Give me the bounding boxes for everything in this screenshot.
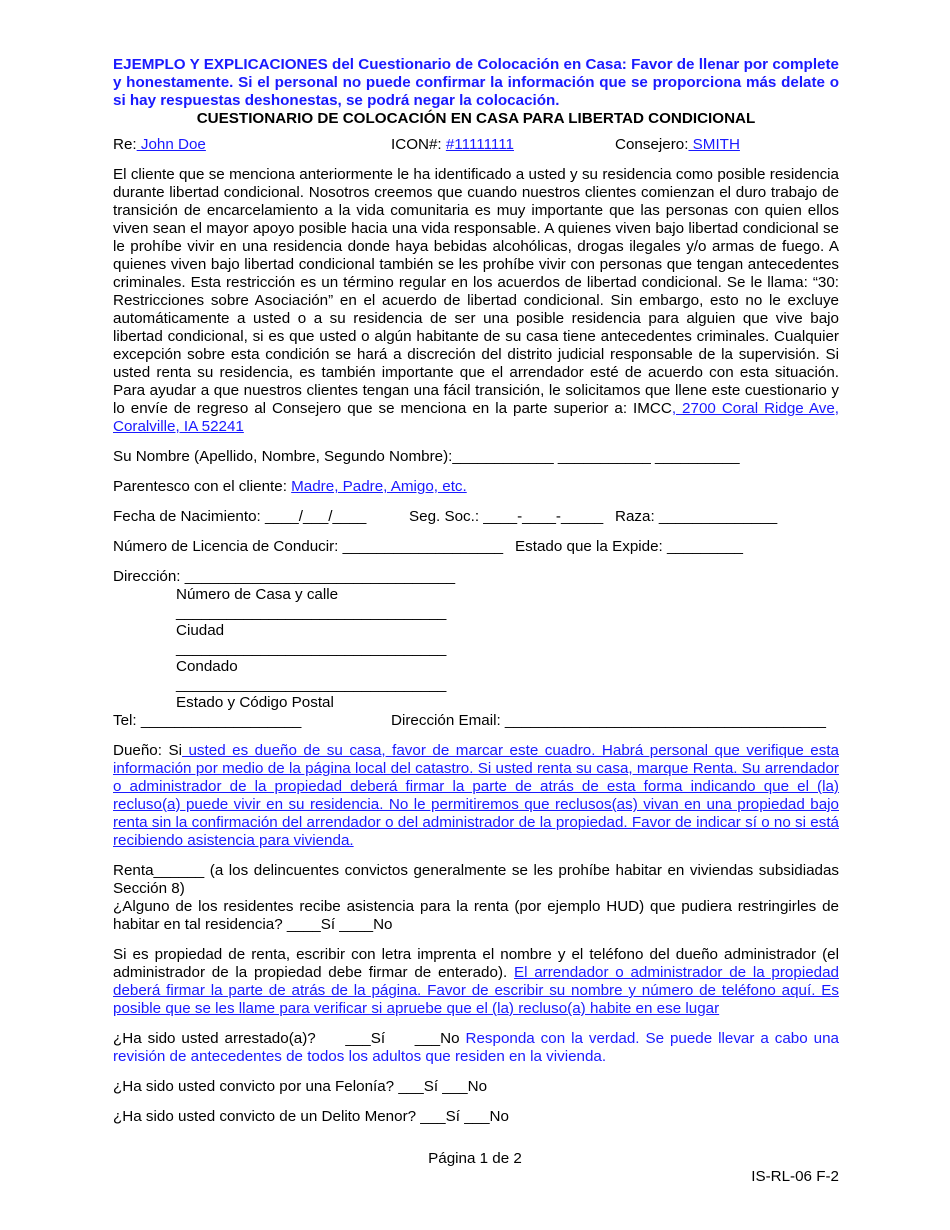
re-field — [113, 136, 206, 154]
form-code: IS-RL-06 F-2 — [751, 1168, 839, 1185]
tel-field[interactable]: Tel: ___________________ — [113, 712, 302, 729]
ssn-field[interactable]: Seg. Soc.: ____-____-_____ — [409, 508, 604, 525]
counselor-field — [615, 136, 740, 154]
owner-label: Dueño: Si — [113, 742, 182, 759]
address-county-label: Condado — [176, 658, 238, 675]
landlord-text: Si es propiedad de renta, escribir con letra imprenta el nombre y el teléfono del dueño administrador (el administrador de la propiedad debe firmar de enterado). — [113, 946, 839, 981]
body-text: El cliente que se menciona anteriormente le ha identificado a usted y su residencia como posible residencia durante libertad condicional. Nosotros creemos que cuando nuestros clientes comienzan el duro trabajo de transición de encarcelamiento a la vida comunitaria es muy importante que las personas con quien ellos viven sean el mayor apoyo posible hacia una vida responsable. A quienes viven bajo libertad condicional se le prohíbe vivir en una residencia donde haya bebidas alcohólicas, drogas ilegales y/o armas de fuego. A quienes viven bajo libertad condicional también se les prohíbe vivir con personas que tengan antecedentes criminales. Esta restricción es un término regular en los acuerdos de libertad condicional. Se le llama: “30: Restricciones sobre Asociación” en el acuerdo de libertad condicional. Sin embargo, esto no le excluye automáticamente a usted o a su residencia de ser una posible residencia para alguien que vive bajo libertad condicional, si es que usted o algún habitante de su casa tiene antecedentes criminales. Cualquier excepción sobre esta condición se hará a discreción del distrito judicial responsable de la supervisión. Si usted renta su residencia, es también importante que el arrendador esté de acuerdo con esta situación. Para ayudar a que nuestros clientes tengan una fácil transición, le solicitamos que llene este cuestionario y lo envíe de regreso al Consejero que se menciona en la parte superior a: IMCC — [113, 166, 839, 417]
address-city-line[interactable]: ________________________________ — [176, 604, 447, 621]
relation-label: Parentesco con el cliente: — [113, 478, 292, 495]
dob-row — [113, 508, 839, 526]
icon-number-link[interactable]: #11111111 — [445, 136, 514, 153]
form-page — [113, 56, 844, 1126]
address-city-label: Ciudad — [176, 622, 225, 639]
license-state-field[interactable]: Estado que la Expide: _________ — [515, 538, 743, 555]
re-name-link[interactable]: John Doe — [136, 136, 206, 153]
license-field[interactable]: Número de Licencia de Conducir: ___________________ — [113, 538, 504, 555]
misdemeanor-question[interactable]: ¿Ha sido usted convicto de un Delito Menor? ___Sí ___No — [113, 1108, 509, 1125]
owner-note-link[interactable]: usted es dueño de su casa, favor de marcar este cuadro. Habrá personal que verifique esta información por medio de la página local del catastro. Si usted renta su casa, marque Renta. Su arrendador o administrador de la propiedad deberá firmar la parte de atrás de esta forma indicando que el (la) recluso(a) puede vivir en su residencia. No le permitiremos que reclusos(as) vivan en una propiedad bajo renta sin la confirmación del arrendador o del administrador de la propiedad. Favor de indicar sí o no si está recibiendo asistencia para vivienda. — [113, 742, 839, 849]
form-title: CUESTIONARIO DE COLOCACIÓN EN CASA PARA LIBERTAD CONDICIONAL — [196, 110, 756, 127]
address-state-label: Estado y Código Postal — [176, 694, 334, 711]
imcc-address-link[interactable]: , 2700 Coral Ridge Ave, Coralville, IA 52241 — [113, 400, 840, 435]
rent-line[interactable]: Renta______ (a los delincuentes convictos generalmente se les prohíbe habitar en viviendas subsidiadas Sección 8) — [113, 862, 839, 897]
body-paragraph — [113, 166, 839, 436]
arrested-note: Responda con la verdad. Se puede llevar a cabo una revisión de antecedentes de todos los adultos que residen en la vivienda. — [113, 1030, 844, 1065]
name-field[interactable]: Su Nombre (Apellido, Nombre, Segundo Nombre):____________ ___________ __________ — [113, 448, 740, 465]
rent-assistance-question[interactable]: ¿Alguno de los residentes recibe asistencia para la renta (por ejemplo HUD) que pudiera restringirles de habitar en tal residencia? ____Sí ____No — [113, 898, 839, 933]
address-field[interactable]: Dirección: ________________________________ — [113, 568, 456, 585]
address-street-label: Número de Casa y calle — [176, 586, 339, 603]
relation-field — [113, 478, 839, 496]
counselor-link[interactable]: SMITH — [688, 136, 740, 153]
re-row — [113, 136, 839, 156]
landlord-note-link[interactable]: El arrendador o administrador de la propiedad deberá firmar la parte de atrás de la página. Favor de escribir su nombre y número de teléfono aquí. Es posible que se les llame para verificar si apruebe que el (la) recluso(a) habite en ese lugar — [113, 964, 839, 1017]
counselor-label: Consejero: — [615, 136, 689, 153]
address-state-line[interactable]: ________________________________ — [176, 676, 447, 693]
icon-field — [391, 136, 514, 154]
intro-instructions: EJEMPLO Y EXPLICACIONES del Cuestionario de Colocación en Casa: Favor de llenar por complete y honestamente. Si el personal no puede confirmar la información que se proporciona más delate o si hay respuestas deshonestas, se podrá negar la colocación. — [113, 56, 839, 109]
page-number: Página 1 de 2 — [428, 1150, 522, 1167]
dob-field[interactable]: Fecha de Nacimiento: ____/___/____ — [113, 508, 367, 525]
relation-value-link[interactable]: Madre, Padre, Amigo, etc. — [291, 478, 467, 495]
race-field[interactable]: Raza: ______________ — [615, 508, 778, 525]
felony-question[interactable]: ¿Ha sido usted convicto por una Felonía? ___Sí ___No — [113, 1078, 488, 1095]
owner-section — [113, 742, 839, 850]
arrested-text[interactable]: ¿Ha sido usted arrestado(a)? ___Sí ___No — [113, 1030, 466, 1047]
address-county-line[interactable]: ________________________________ — [176, 640, 447, 657]
icon-label: ICON#: — [391, 136, 446, 153]
re-label: Re: — [113, 136, 137, 153]
license-row — [113, 538, 839, 556]
contact-row — [113, 712, 839, 730]
arrested-question — [113, 1030, 844, 1066]
landlord-section — [113, 946, 839, 1018]
email-field[interactable]: Dirección Email: ______________________________________ — [391, 712, 826, 729]
